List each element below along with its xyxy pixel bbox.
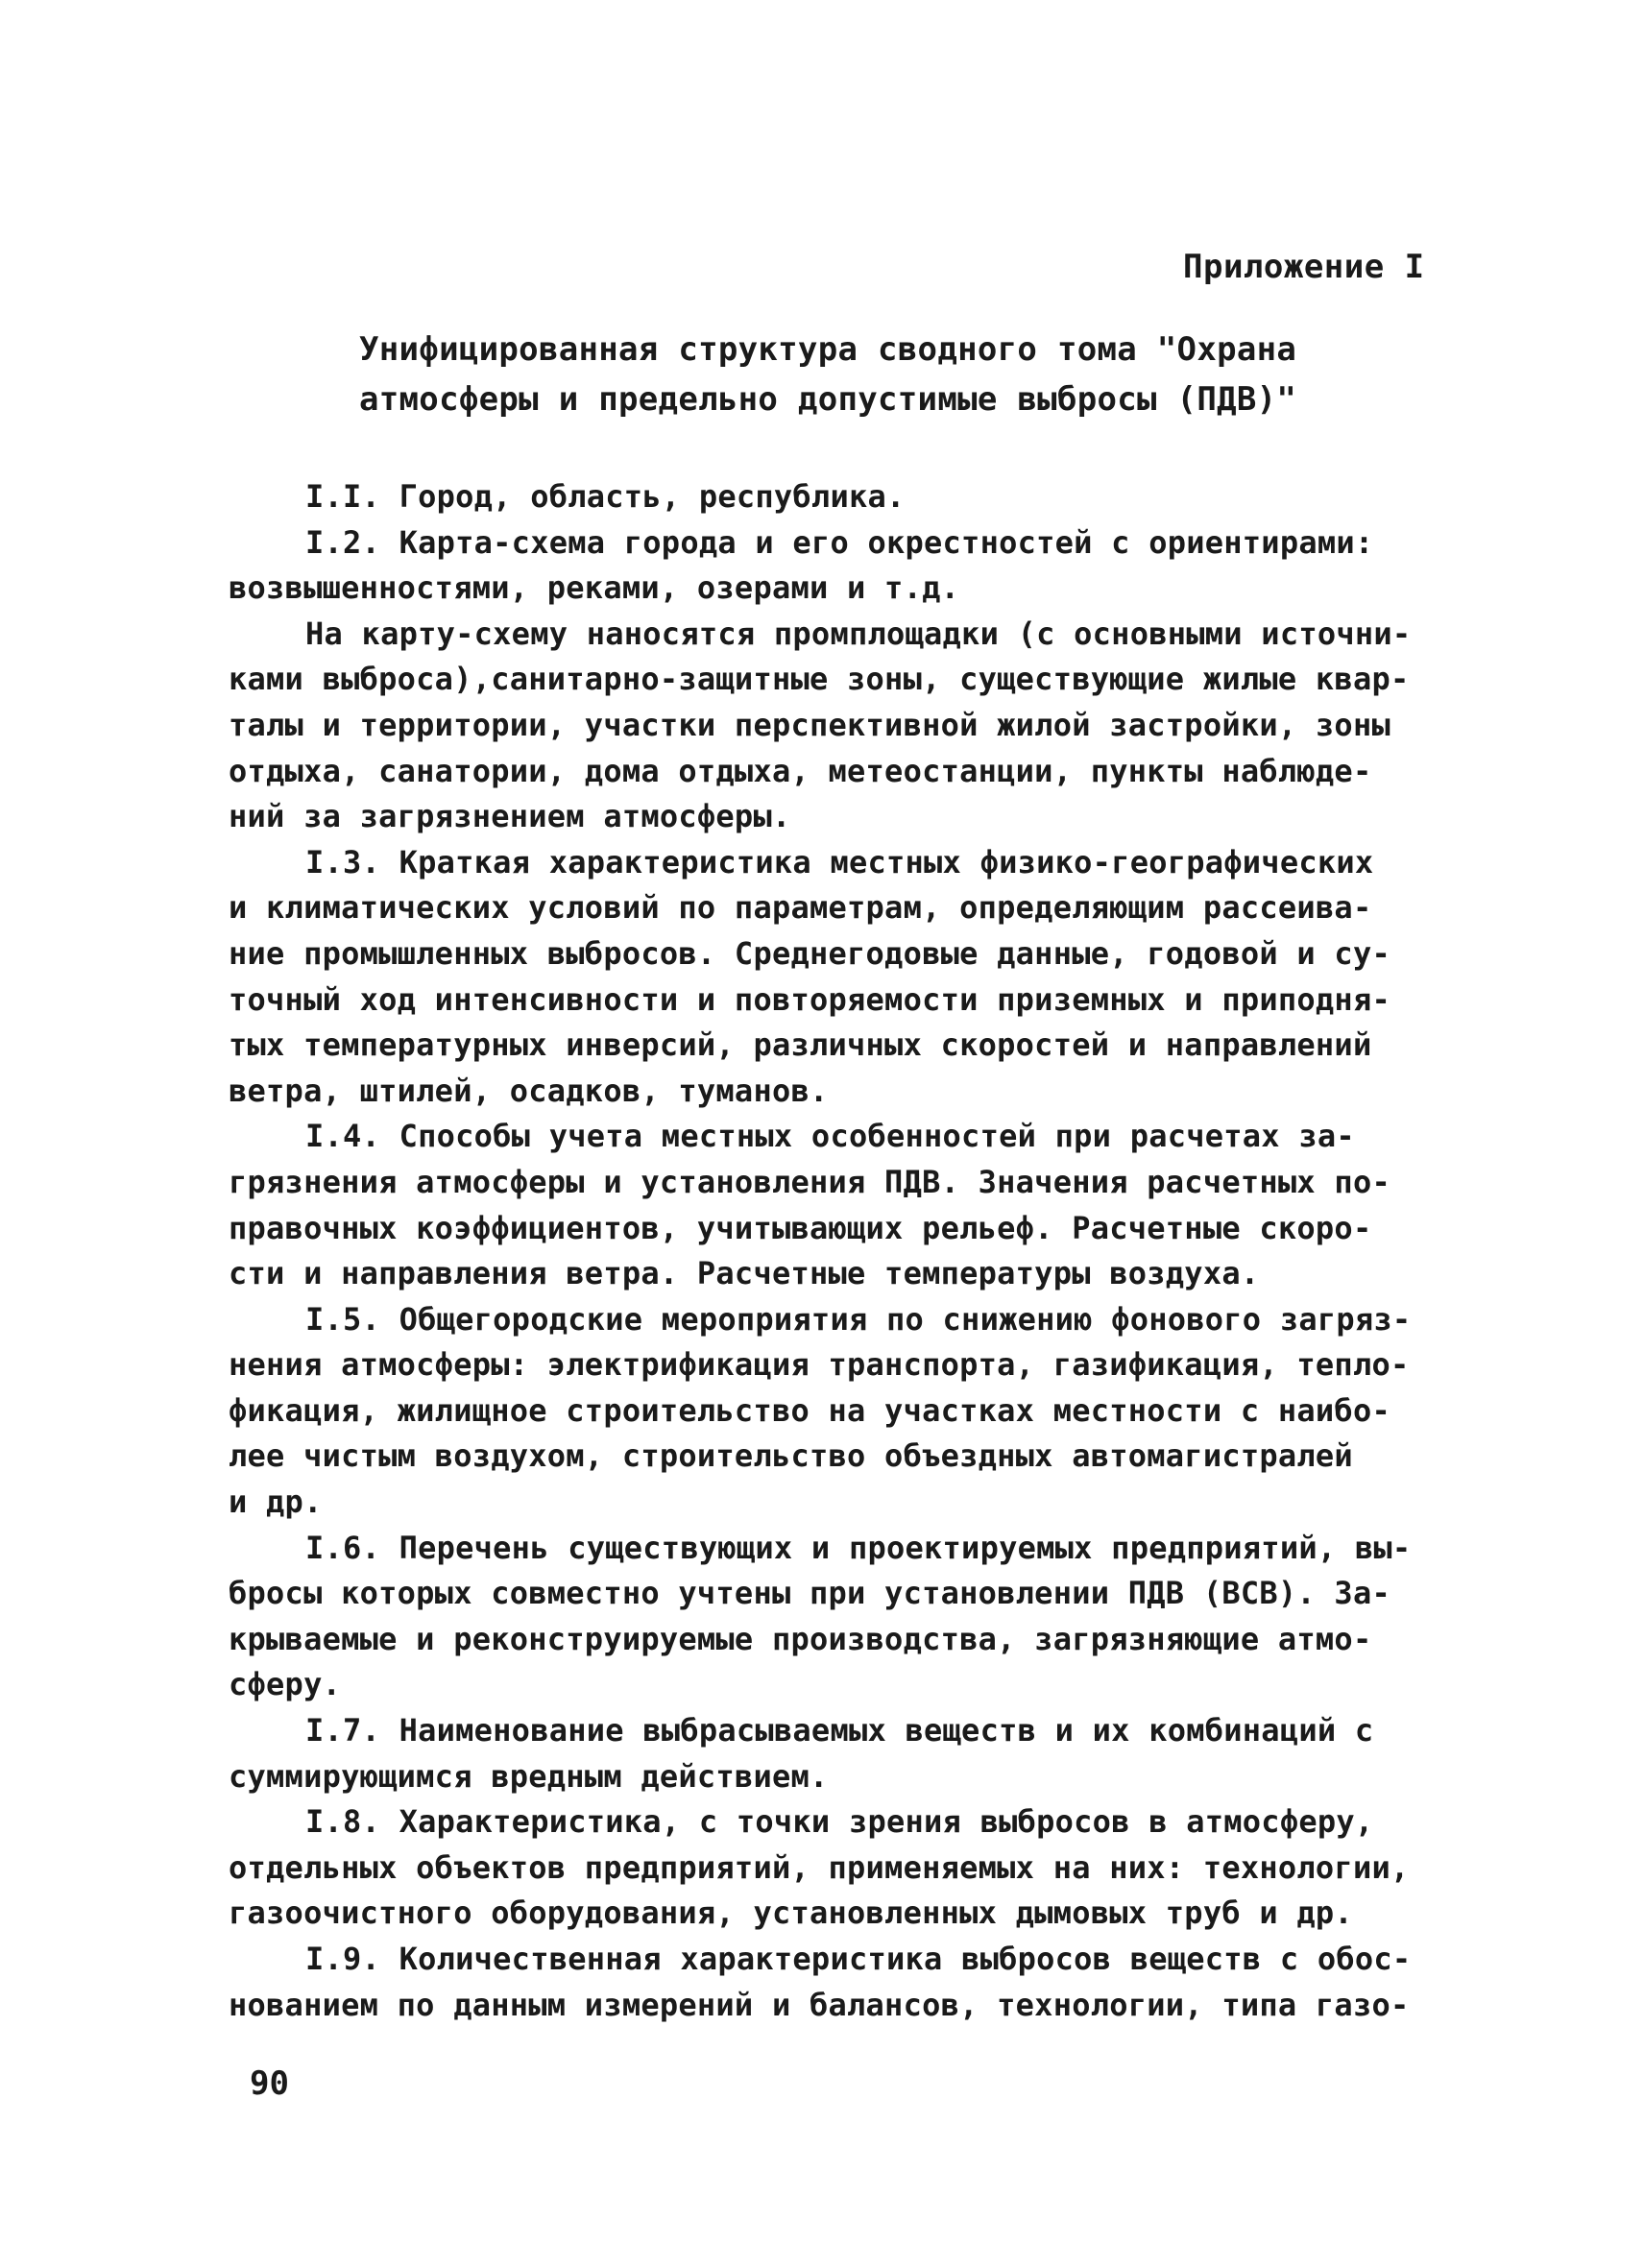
text-line: ние промышленных выбросов. Среднегодовые данные, годовой и су-	[229, 934, 1390, 972]
text-line: ками выброса),санитарно-защитные зоны, существующие жилые квар-	[229, 661, 1410, 698]
text-line: суммирующимся вредным действием.	[229, 1757, 829, 1795]
text-line: I.3. Краткая характеристика местных физико-географических	[305, 843, 1374, 881]
text-line: и климатических условий по параметрам, определяющим рассеива-	[229, 889, 1372, 927]
text-line: и др.	[229, 1484, 323, 1521]
text-line: лее чистым воздухом, строительство объездных автомагистралей	[229, 1437, 1353, 1475]
page-number: 90	[250, 2064, 289, 2103]
text-line: талы и территории, участки перспективной жилой застройки, зоны	[229, 706, 1390, 743]
text-line: сти и направления ветра. Расчетные температуры воздуха.	[229, 1255, 1260, 1292]
text-line: возвышенностями, реками, озерами и т.д.	[229, 569, 960, 607]
text-line: фикация, жилищное строительство на участках местности с наибо-	[229, 1391, 1390, 1429]
text-line: грязнения атмосферы и установления ПДВ. Значения расчетных по-	[229, 1163, 1390, 1200]
text-line: отдыха, санатории, дома отдыха, метеостанции, пункты наблюде-	[229, 752, 1372, 789]
text-line: точный ход интенсивности и повторяемости приземных и приподня-	[229, 980, 1390, 1018]
text-line: I.5. Общегородские мероприятия по снижению фонового загряз-	[305, 1300, 1412, 1338]
text-line: сферу.	[229, 1666, 342, 1703]
title-line: атмосферы и предельно допустимые выбросы (ПДВ)"	[359, 380, 1297, 419]
text-line: I.4. Способы учета местных особенностей при расчетах за-	[305, 1118, 1355, 1155]
title-line: Унифицированная структура сводного тома "Охрана	[359, 330, 1297, 369]
text-line: отдельных объектов предприятий, применяемых на них: технологии,	[229, 1848, 1410, 1886]
text-line: нованием по данным измерений и балансов, технологии, типа газо-	[229, 1986, 1410, 2023]
text-line: I.6. Перечень существующих и проектируемых предприятий, вы-	[305, 1529, 1412, 1566]
body-text	[229, 474, 1419, 2028]
text-line: газоочистного оборудования, установленных дымовых труб и др.	[229, 1894, 1353, 1932]
text-line: крываемые и реконструируемые производства, загрязняющие атмо-	[229, 1620, 1372, 1657]
text-line: тых температурных инверсий, различных скоростей и направлений	[229, 1026, 1372, 1064]
text-line: нения атмосферы: электрификация транспорта, газификация, тепло-	[229, 1346, 1410, 1384]
text-line: ветра, штилей, осадков, туманов.	[229, 1072, 829, 1109]
text-line: I.9. Количественная характеристика выбросов веществ с обос-	[305, 1941, 1412, 1977]
appendix-label: Приложение I	[1183, 248, 1425, 286]
text-line: I.I. Город, область, республика.	[305, 478, 906, 515]
text-line: ний за загрязнением атмосферы.	[229, 798, 791, 835]
text-line: I.8. Характеристика, с точки зрения выбросов в атмосферу,	[305, 1803, 1374, 1841]
text-line: правочных коэффициентов, учитывающих рельеф. Расчетные скоро-	[229, 1209, 1372, 1246]
document-title	[359, 325, 1319, 424]
text-line: бросы которых совместно учтены при установлении ПДВ (ВСВ). За-	[229, 1575, 1390, 1612]
text-line: I.7. Наименование выбрасываемых веществ и их комбинаций с	[305, 1712, 1374, 1749]
text-line: I.2. Карта-схема города и его окрестностей с ориентирами:	[305, 523, 1374, 561]
text-line: На карту-схему наносятся промплощадки (с основными источни-	[305, 615, 1412, 652]
